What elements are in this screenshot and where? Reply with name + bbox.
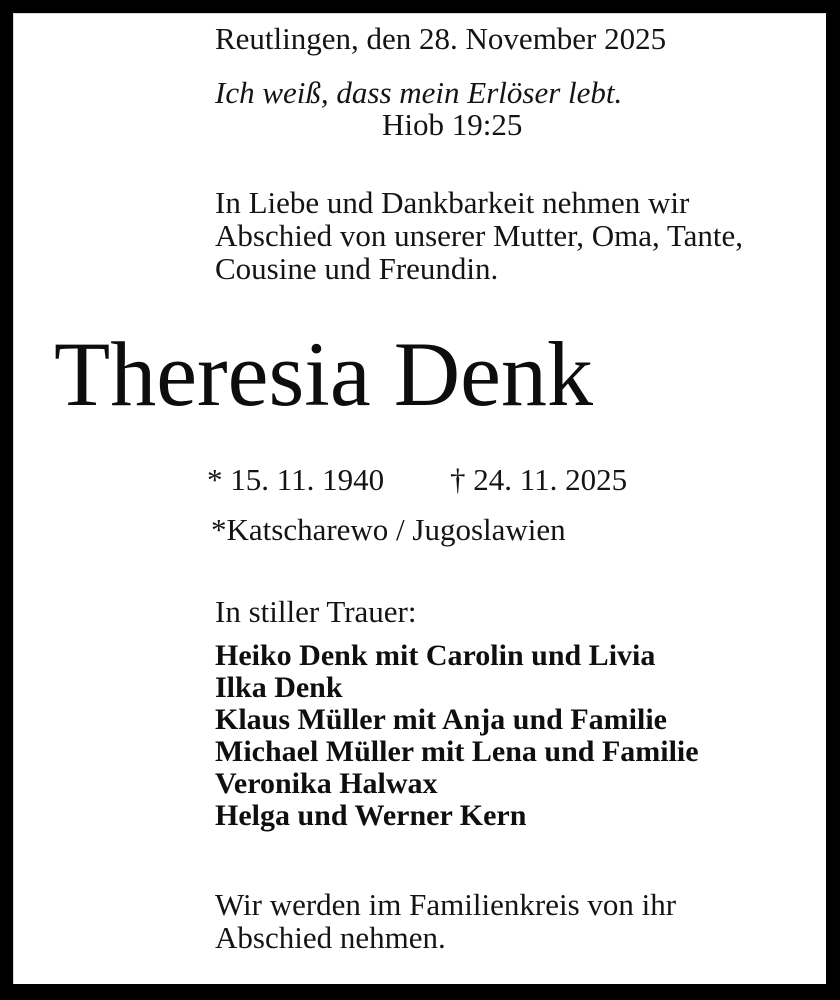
intro-paragraph — [215, 186, 743, 285]
death-date: † 24. 11. 2025 — [450, 462, 628, 497]
scripture-source: Hiob 19:25 — [382, 107, 523, 142]
mourner-row: Helga und Werner Kern — [215, 799, 527, 832]
scripture-quote: Ich weiß, dass mein Erlöser lebt. — [215, 75, 623, 110]
birth-date: * 15. 11. 1940 — [207, 462, 385, 497]
mourner-row: Klaus Müller mit Anja und Familie — [215, 703, 667, 736]
closing-line: Abschied nehmen. — [215, 920, 446, 955]
intro-line: Abschied von unserer Mutter, Oma, Tante, — [215, 218, 744, 253]
mourners-list — [215, 640, 699, 832]
intro-line: Cousine und Freundin. — [215, 251, 499, 286]
mourner-row: Michael Müller mit Lena und Familie — [215, 735, 699, 768]
birthplace: *Katscharewo / Jugoslawien — [211, 512, 566, 547]
mourner-row: Veronika Halwax — [215, 767, 438, 800]
mourner-row: Ilka Denk — [215, 671, 343, 704]
intro-line: In Liebe und Dankbarkeit nehmen wir — [215, 185, 690, 220]
mourner-row: Heiko Denk mit Carolin und Livia — [215, 639, 656, 672]
life-dates — [207, 462, 627, 498]
closing-line: Wir werden im Familienkreis von ihr — [215, 887, 677, 922]
mourning-label: In stiller Trauer: — [215, 594, 417, 629]
obituary-page — [13, 13, 826, 984]
deceased-name: Theresia Denk — [54, 323, 593, 425]
dateline: Reutlingen, den 28. November 2025 — [215, 21, 667, 56]
closing-paragraph — [215, 888, 676, 954]
